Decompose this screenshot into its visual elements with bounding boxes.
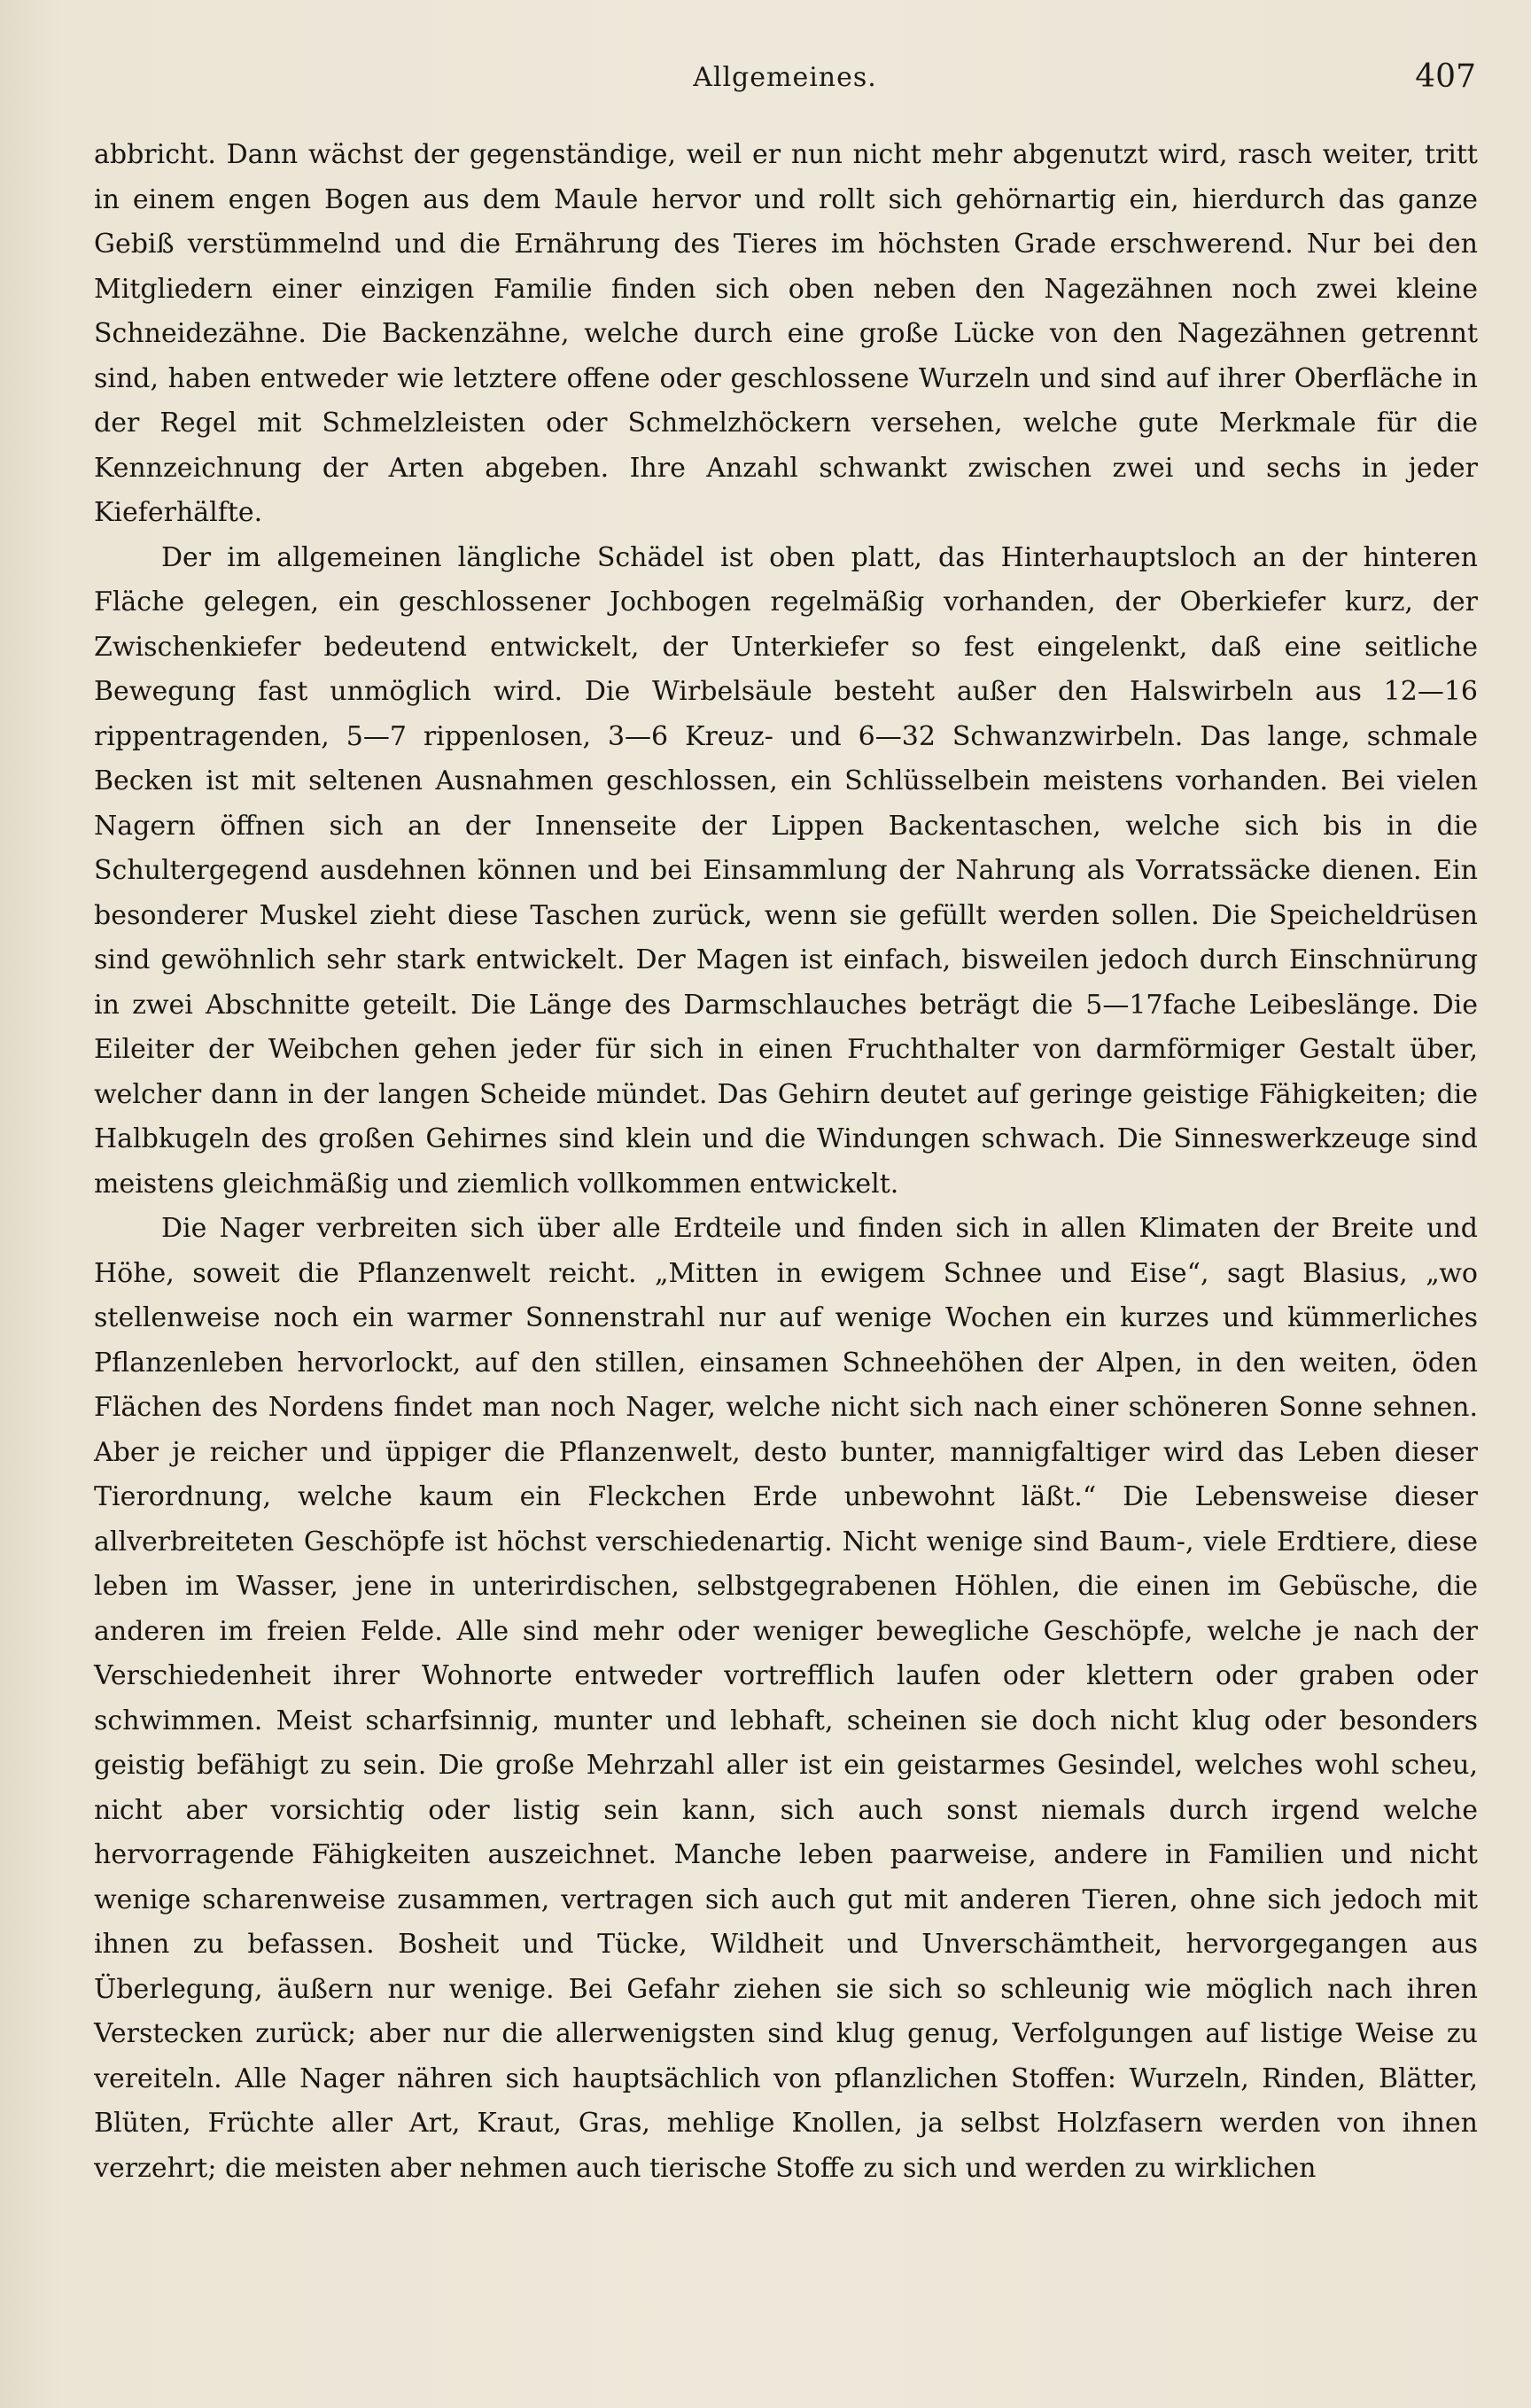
running-title: Allgemeines. [693, 62, 877, 93]
paragraph-1: abbricht. Dann wächst der gegenständige, weil er nun nicht mehr abgenutzt wird, rasch weiter, tritt in einem engen Bogen aus dem Maule hervor und rollt sich gehörnartig ein, hierdurch das ganze Gebiß verstümmelnd und die Ernährung des Tieres im höchsten Grade erschwerend. Nur bei den Mitgliedern einer einzigen Familie finden sich oben neben den Nagezähnen noch zwei kleine Schneidezähne. Die Backenzähne, welche durch eine große Lücke von den Nagezähnen getrennt sind, haben entweder wie letztere offene oder geschlossene Wurzeln und sind auf ihrer Oberfläche in der Regel mit Schmelzleisten oder Schmelzhöckern versehen, welche gute Merkmale für die Kennzeichnung der Arten abgeben. Ihre Anzahl schwankt zwischen zwei und sechs in jeder Kieferhälfte. [94, 139, 1478, 528]
page-number: 407 [1415, 58, 1476, 95]
paragraph-2: Der im allgemeinen längliche Schädel ist oben platt, das Hinterhauptsloch an der hinteren Fläche gelegen, ein geschlossener Jochbogen regelmäßig vorhanden, der Oberkiefer kurz, der Zwischenkiefer bedeutend entwickelt, der Unterkiefer so fest eingelenkt, daß eine seitliche Bewegung fast unmöglich wird. Die Wirbelsäule besteht außer den Halswirbeln aus 12—16 rippentragenden, 5—7 rippenlosen, 3—6 Kreuz- und 6—32 Schwanzwirbeln. Das lange, schmale Becken ist mit seltenen Ausnahmen geschlossen, ein Schlüsselbein meistens vorhanden. Bei vielen Nagern öffnen sich an der Innenseite der Lippen Backentaschen, welche sich bis in die Schultergegend ausdehnen können und bei Einsammlung der Nahrung als Vorratssäcke dienen. Ein besonderer Muskel zieht diese Taschen zurück, wenn sie gefüllt werden sollen. Die Speicheldrüsen sind gewöhnlich sehr stark entwickelt. Der Magen ist einfach, bisweilen jedoch durch Einschnürung in zwei Abschnitte geteilt. Die Länge des Darmschlauches beträgt die 5—17fache Leibeslänge. Die Eileiter der Weibchen gehen jeder für sich in einen Fruchthalter von darmförmiger Gestalt über, welcher dann in der langen Scheide mündet. Das Gehirn deutet auf geringe geistige Fähigkeiten; die Halbkugeln des großen Gehirnes sind klein und die Windungen schwach. Die Sinneswerkzeuge sind meistens gleichmäßig und ziemlich vollkommen entwickelt. [94, 541, 1478, 1200]
page-header [94, 58, 1476, 106]
body-text [94, 133, 1478, 2191]
paragraph-3: Die Nager verbreiten sich über alle Erdteile und finden sich in allen Klimaten der Breite und Höhe, soweit die Pflanzenwelt reicht. „Mitten in ewigem Schnee und Eise“, sagt Blasius, „wo stellenweise noch ein warmer Sonnenstrahl nur auf wenige Wochen ein kurzes und kümmerliches Pflanzenleben hervorlockt, auf den stillen, einsamen Schneehöhen der Alpen, in den weiten, öden Flächen des Nordens findet man noch Nager, welche nicht sich nach einer schöneren Sonne sehnen. Aber je reicher und üppiger die Pflanzenwelt, desto bunter, mannigfaltiger wird das Leben dieser Tierordnung, welche kaum ein Fleckchen Erde unbewohnt läßt.“ Die Lebensweise dieser allverbreiteten Geschöpfe ist höchst verschiedenartig. Nicht wenige sind Baum-, viele Erdtiere, diese leben im Wasser, jene in unterirdischen, selbstgegrabenen Höhlen, die einen im Gebüsche, die anderen im freien Felde. Alle sind mehr oder weniger bewegliche Geschöpfe, welche je nach der Verschiedenheit ihrer Wohnorte entweder vortrefflich laufen oder klettern oder graben oder schwimmen. Meist scharfsinnig, munter und lebhaft, scheinen sie doch nicht klug oder besonders geistig befähigt zu sein. Die große Mehrzahl aller ist ein geistarmes Gesindel, welches wohl scheu, nicht aber vorsichtig oder listig sein kann, sich auch sonst niemals durch irgend welche hervorragende Fähigkeiten auszeichnet. Manche leben paarweise, andere in Familien und nicht wenige scharenweise zusammen, vertragen sich auch gut mit anderen Tieren, ohne sich jedoch mit ihnen zu befassen. Bosheit und Tücke, Wildheit und Unverschämtheit, hervorgegangen aus Überlegung, äußern nur wenige. Bei Gefahr ziehen sie sich so schleunig wie möglich nach ihren Verstecken zurück; aber nur die allerwenigsten sind klug genug, Verfolgungen auf listige Weise zu vereiteln. Alle Nager nähren sich hauptsächlich von pflanzlichen Stoffen: Wurzeln, Rinden, Blätter, Blüten, Früchte aller Art, Kraut, Gras, mehlige Knollen, ja selbst Holzfasern werden von ihnen verzehrt; die meisten aber nehmen auch tierische Stoffe zu sich und werden zu wirklichen [94, 1213, 1478, 2184]
